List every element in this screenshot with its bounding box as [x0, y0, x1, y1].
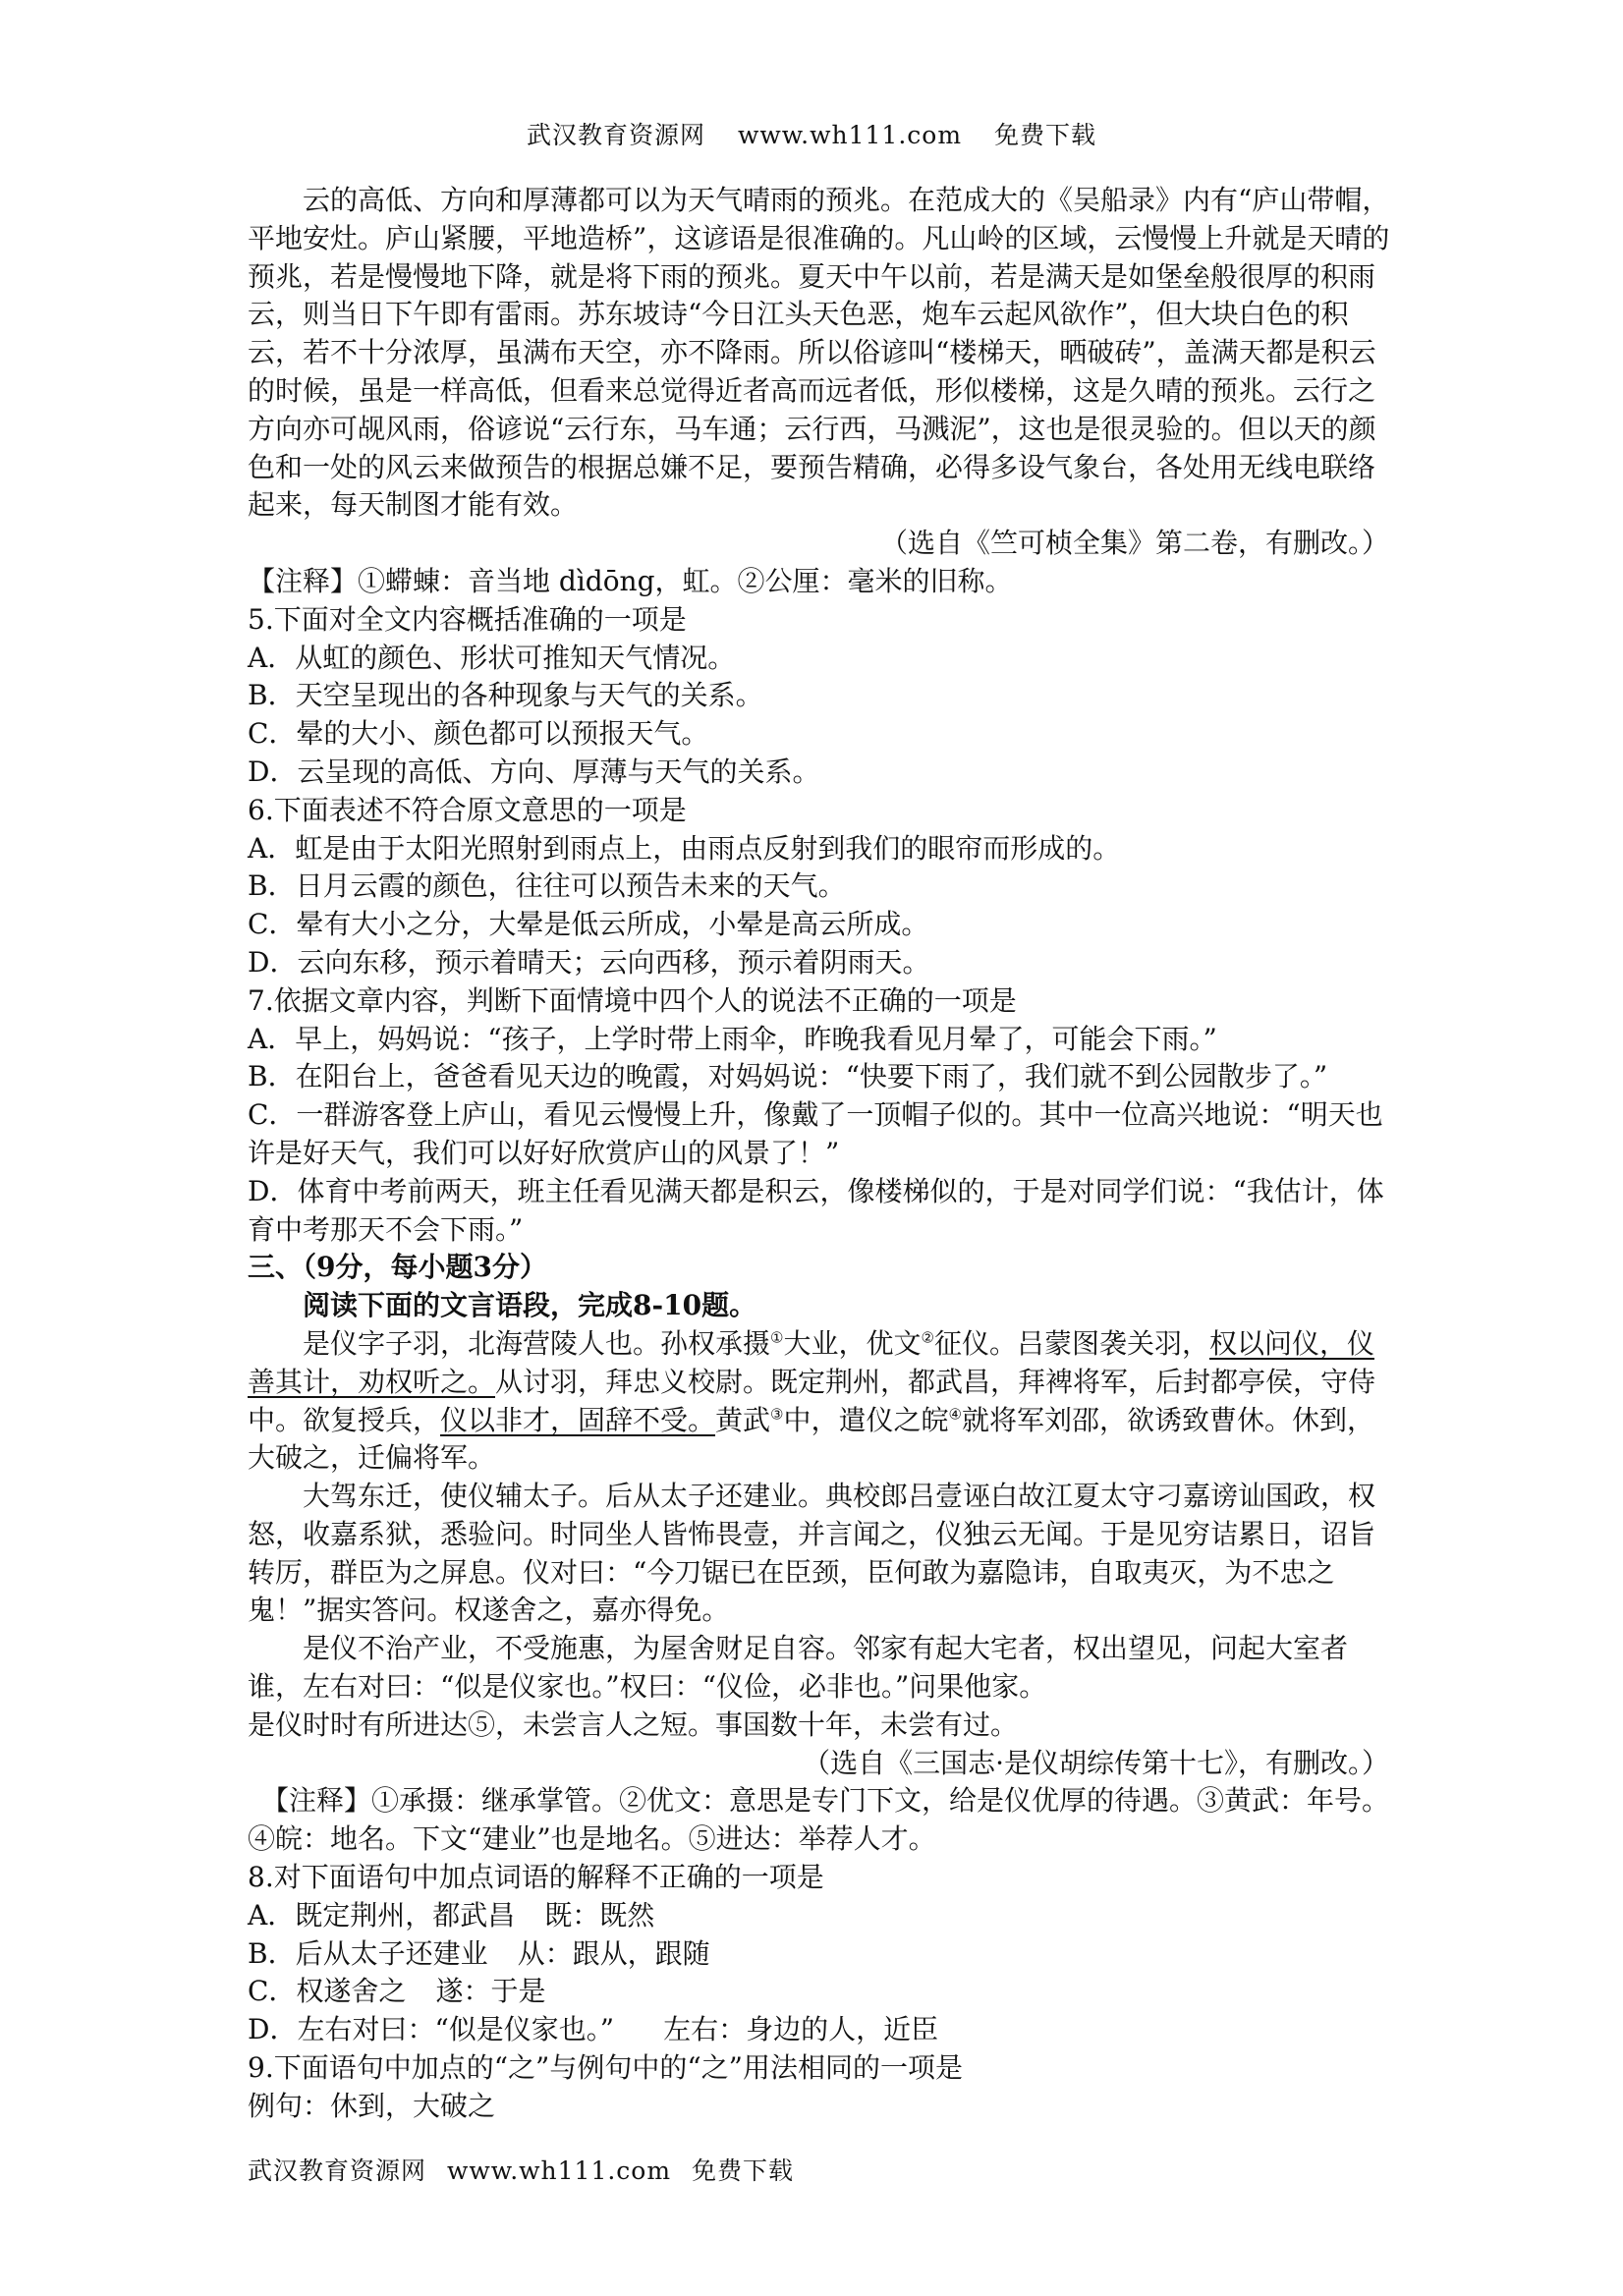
footer-url: www.wh111.com [446, 2156, 672, 2185]
question-7-option-b: B．在阳台上，爸爸看见天边的晚霞，对妈妈说：“快要下雨了，我们就不到公园散步了。” [248, 1060, 1328, 1093]
option-explanation: 遂：于是 [435, 1975, 546, 2008]
question-9-stem: 9.下面语句中加点的“之”与例句中的“之”用法相同的一项是 [248, 2051, 963, 2085]
question-6-stem: 6.下面表述不符合原文意思的一项是 [248, 793, 687, 826]
reading-instruction: 阅读下面的文言语段，完成8-10题。 [303, 1289, 757, 1322]
passage-source: （选自《竺可桢全集》第二卷，有删改。） [879, 527, 1389, 560]
page-footer [248, 2152, 794, 2187]
classical-source: （选自《三国志·是仪胡综传第十七》，有删改。） [803, 1746, 1389, 1779]
question-8-option-a [248, 1897, 1397, 1935]
question-9-example: 例句：休到，大破之 [248, 2089, 496, 2122]
question-8-option-b [248, 1935, 1397, 1974]
question-8-option-d [248, 2011, 1397, 2049]
text-run: 就将军刘邵，欲诱致曹休。休到，大破之，迁偏将军。 [248, 1403, 1374, 1475]
classical-paragraph-2: 大驾东迁，使仪辅太子。后从太子还建业。典校郎吕壹诬白故江夏太守刁嘉谤讪国政，权怒，收嘉系狱，悉验问。时同坐人皆怖畏壹，并言闻之，仪独云无闻。于是见穷诘累日，诏旨转厉，群臣为之屏息。仪对曰：“今刀锯已在臣颈，臣何敢为嘉隐讳，自取夷灭，为不忠之鬼！”据实答问。权遂舍之，嘉亦得免。 [248, 1480, 1376, 1627]
question-7-option-a: A．早上，妈妈说：“孩子，上学时带上雨伞，昨晚我看见月晕了，可能会下雨。” [248, 1022, 1217, 1055]
classical-note: 【注释】①承摄：继承掌管。②优文：意思是专门下文，给是仪优厚的待遇。③黄武：年号。④皖：地名。下文“建业”也是地名。⑤进达：举荐人才。 [248, 1784, 1390, 1856]
passage-paragraph: 云的高低、方向和厚薄都可以为天气晴雨的预兆。在范成大的《吴船录》内有“庐山带帽，平地安灶。庐山紧腰，平地造桥”，这谚语是很准确的。凡山岭的区域，云慢慢上升就是天晴的预兆，若是慢慢地下降，就是将下雨的预兆。夏天中午以前，若是满天是如堡垒般很厚的积雨云，则当日下午即有雷雨。苏东坡诗“今日江头天色恶，炮车云起风欲作”，但大块白色的积云，若不十分浓厚，虽满布天空，亦不降雨。所以俗谚叫“楼梯天，晒破砖”，盖满天都是积云的时候，虽是一样高低，但看来总觉得近者高而远者低，形似楼梯，这是久晴的预兆。云行之方向亦可觇风雨，俗谚说“云行东，马车通；云行西，马溅泥”，这也是很灵验的。但以天的颜色和一处的风云来做预告的根据总嫌不足，要预告精确，必得多设气象台，各处用无线电联络起来，每天制图才能有效。 [248, 184, 1390, 522]
question-6-option-a: A．虹是由于太阳光照射到雨点上，由雨点反射到我们的眼帘而形成的。 [248, 831, 1121, 865]
passage-note: 【注释】①䗖蝀：音当地 dìdōng，虹。②公厘：毫米的旧称。 [248, 564, 1013, 597]
question-7-option-d: D．体育中考前两天，班主任看见满天都是积云，像楼梯似的，于是对同学们说：“我估计，体育中考那天不会下雨。” [248, 1174, 1384, 1246]
question-6-option-c: C．晕有大小之分，大晕是低云所成，小晕是高云所成。 [248, 908, 929, 941]
text-run: 从讨羽，拜忠义校尉。既定荆州，都武昌，拜裨将军，后封都亭侯，守侍中。欲复授兵， [248, 1365, 1376, 1436]
underlined-sentence: 仪以非才，固辞不受。 [440, 1403, 716, 1436]
document-body [248, 182, 1397, 2126]
option-explanation: 左右：身边的人，近臣 [663, 2013, 939, 2046]
footnote-marker: ③ [770, 1405, 784, 1424]
footer-tag: 免费下载 [692, 2156, 795, 2185]
text-run: 征仪。吕蒙图袭关羽， [933, 1326, 1209, 1360]
header-url: www.wh111.com [737, 121, 963, 149]
classical-paragraph-4: 是仪时时有所进达⑤，未尝言人之短。事国数十年，未尝有过。 [248, 1708, 1019, 1741]
footnote-marker: ④ [948, 1405, 962, 1424]
section-heading: 三、（9分，每小题3分） [248, 1251, 547, 1284]
footer-site: 武汉教育资源网 [248, 2156, 427, 2185]
option-text: B．后从太子还建业 [248, 1936, 488, 1970]
header-site: 武汉教育资源网 [526, 121, 705, 149]
footnote-marker: ② [921, 1328, 934, 1347]
option-explanation: 从：跟从，跟随 [517, 1936, 710, 1970]
question-5-option-c: C．晕的大小、颜色都可以预报天气。 [248, 717, 709, 751]
underlined-sentence: 权以问仪，仪善其计，劝权听之。 [248, 1326, 1374, 1398]
text-run: 是仪字子羽，北海营陵人也。孙权承摄 [303, 1326, 771, 1360]
text-run: 大业，优文 [783, 1326, 922, 1360]
option-explanation: 既：既然 [544, 1898, 655, 1932]
question-5-option-a: A．从虹的颜色、形状可推知天气情况。 [248, 641, 736, 674]
question-5-stem: 5.下面对全文内容概括准确的一项是 [248, 602, 687, 636]
classical-paragraph-1 [248, 1325, 1397, 1478]
text-run: 黄武 [715, 1403, 771, 1436]
question-7-stem: 7.依据文章内容，判断下面情境中四个人的说法不正确的一项是 [248, 983, 1017, 1017]
header-tag: 免费下载 [994, 121, 1097, 149]
page-header [0, 116, 1623, 151]
question-6-option-d: D．云向东移，预示着晴天；云向西移，预示着阴雨天。 [248, 945, 930, 979]
option-text: D．左右对曰：“似是仪家也。” [248, 2013, 615, 2046]
option-text: A．既定荆州，都武昌 [248, 1898, 516, 1932]
question-8-option-c [248, 1973, 1397, 2011]
footnote-marker: ① [770, 1328, 784, 1347]
text-run: 中，遣仪之皖 [783, 1403, 949, 1436]
question-8-stem: 8.对下面语句中加点词语的解释不正确的一项是 [248, 1861, 824, 1894]
option-text: C．权遂舍之 [248, 1975, 407, 2008]
question-5-option-b: B．天空呈现出的各种现象与天气的关系。 [248, 679, 763, 712]
question-7-option-c: C．一群游客登上庐山，看见云慢慢上升，像戴了一顶帽子似的。其中一位高兴地说：“明天也许是好天气，我们可以好好欣赏庐山的风景了！” [248, 1098, 1383, 1169]
question-6-option-b: B．日月云霞的颜色，往往可以预告未来的天气。 [248, 869, 846, 903]
question-5-option-d: D．云呈现的高低、方向、厚薄与天气的关系。 [248, 755, 820, 788]
classical-paragraph-3: 是仪不治产业，不受施惠，为屋舍财足自容。邻家有起大宅者，权出望见，问起大室者谁，左右对曰：“似是仪家也。”权曰：“仪俭，必非也。”问果他家。 [248, 1632, 1349, 1704]
